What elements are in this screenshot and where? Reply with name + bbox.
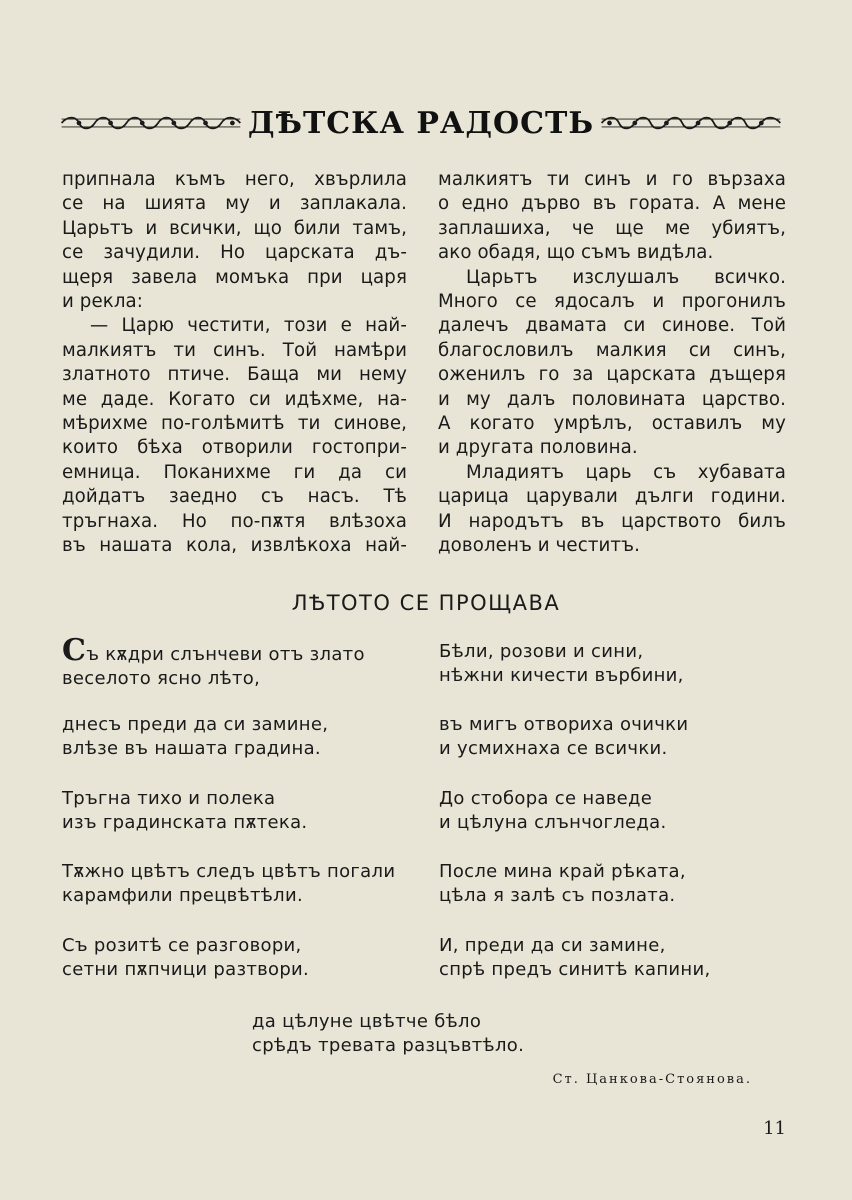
story-line: които бѣха отворили гостопри- — [62, 437, 407, 459]
story-line: Царьтъ и всички, що били тамъ, — [62, 217, 407, 239]
poem-line: и усмихнаха се всички. — [439, 738, 668, 759]
poem-line: После мина край рѣката, — [439, 861, 686, 882]
poem-stanza — [62, 860, 395, 908]
left-ornament-icon — [60, 112, 242, 134]
story-line: ме даде. Когато си идѣхме, на- — [62, 388, 407, 410]
story-line: ако обадя, що съмъ видѣла. — [438, 242, 714, 264]
story-line: щеря завела момъка при царя — [62, 266, 407, 288]
story-line: въ нашата кола, извлѣкоха най- — [62, 535, 407, 557]
story-column-left — [62, 168, 407, 559]
drop-cap: С — [62, 633, 87, 668]
poem-line-text: ъ кѫдри слънчеви отъ злато — [86, 644, 365, 665]
story-line: далечъ двамата си синове. Той — [438, 315, 786, 337]
poem-line: И, преди да си замине, — [439, 935, 666, 956]
poem-line: днесъ преди да си замине, — [62, 714, 329, 735]
story-line: о едно дърво въ гората. А мене — [438, 193, 786, 215]
story-line: оженилъ го за царската дъщеря — [438, 364, 786, 386]
poem-line: влѣзе въ нашата градина. — [62, 738, 321, 759]
story-line: Младиятъ царь съ хубавата — [466, 461, 786, 483]
story-line: златното птиче. Баща ми нему — [62, 364, 407, 386]
poem-stanza — [62, 934, 309, 982]
story-line: мѣрихме по-голѣмитѣ ти синове, — [62, 413, 407, 435]
story-line: малкиятъ ти синъ. Той намѣри — [62, 339, 407, 361]
poem-stanza — [62, 787, 307, 835]
story-line: Царьтъ изслушалъ всичко. — [466, 266, 786, 288]
story-line: царица царували дълги години. — [438, 486, 786, 508]
story-line: се на шията му и заплакала. — [62, 193, 407, 215]
poem-line: Съ розитѣ се разговори, — [62, 935, 302, 956]
poem-line: спрѣ предъ синитѣ капини, — [439, 959, 711, 980]
poem-stanza — [62, 713, 328, 761]
story-line: А когато умрѣлъ, оставилъ му — [438, 413, 786, 435]
poem-stanza — [439, 787, 667, 835]
poem-line: Тръгна тихо и полека — [62, 788, 276, 809]
poem-line: изъ градинската пѫтека. — [62, 812, 308, 833]
story-line: емница. Поканихме ги да си — [62, 461, 407, 483]
poem-title: ЛѢТОТО СЕ ПРОЩАВА — [291, 591, 561, 615]
poem-line: въ мигъ отвориха очички — [439, 714, 689, 735]
magazine-title: ДѢТСКА РАДОСТЬ — [247, 105, 595, 141]
poem-line: нѣжни кичести върбини, — [439, 665, 684, 686]
story-line: се зачудили. Но царската дъ- — [62, 242, 407, 264]
story-line: — Царю честити, този е най- — [90, 315, 407, 337]
story-line: дойдатъ заедно съ насъ. Тѣ — [62, 486, 407, 508]
poem-line: веселото ясно лѣто, — [62, 668, 261, 689]
story-line: и рекла: — [62, 291, 144, 313]
story-line: тръгнаха. Но по-пѫтя влѣзоха — [62, 510, 407, 532]
poem-line: и цѣлуна слънчогледа. — [439, 812, 667, 833]
poem-stanza — [62, 633, 365, 691]
story-line: доволенъ и честитъ. — [438, 535, 640, 557]
poem-line: да цѣлуне цвѣтче бѣло — [252, 1011, 482, 1032]
poem-closing — [252, 1010, 524, 1058]
poem-line: До стобора се наведе — [439, 788, 653, 809]
poem-line — [62, 633, 365, 668]
poem-stanza — [439, 934, 710, 982]
story-line: Много се ядосалъ и прогонилъ — [438, 291, 786, 313]
story-column-right — [438, 168, 786, 559]
story-line: заплашиха, че ще ме убиятъ, — [438, 217, 786, 239]
poem-stanza — [439, 860, 686, 908]
poem-line: сетни пѫпчици разтвори. — [62, 959, 310, 980]
poem-line: цѣла я залѣ съ позлата. — [439, 885, 676, 906]
poem-stanza — [439, 713, 688, 761]
right-ornament-icon — [600, 112, 782, 134]
page-number: 11 — [763, 1118, 786, 1139]
poem-line: Тѫжно цвѣтъ следъ цвѣтъ погали — [62, 861, 396, 882]
magazine-header — [60, 103, 782, 143]
story-line: и другата половина. — [438, 437, 638, 459]
poem-author: Ст. Цанкова-Стоянова. — [552, 1072, 752, 1087]
story-line: благословилъ малкия си синъ, — [438, 339, 786, 361]
story-line: припнала къмъ него, хвърлила — [62, 169, 407, 190]
poem-line: срѣдъ тревата разцъвтѣло. — [252, 1035, 525, 1056]
story-line: и му далъ половината царство. — [438, 388, 786, 410]
poem-stanza — [439, 640, 684, 688]
poem-line: карамфили прецвѣтѣли. — [62, 885, 303, 906]
story-line: малкиятъ ти синъ и го вързаха — [438, 169, 786, 190]
story-line: И народътъ въ царството билъ — [438, 510, 786, 532]
poem-line: Бѣли, розови и сини, — [439, 641, 644, 662]
